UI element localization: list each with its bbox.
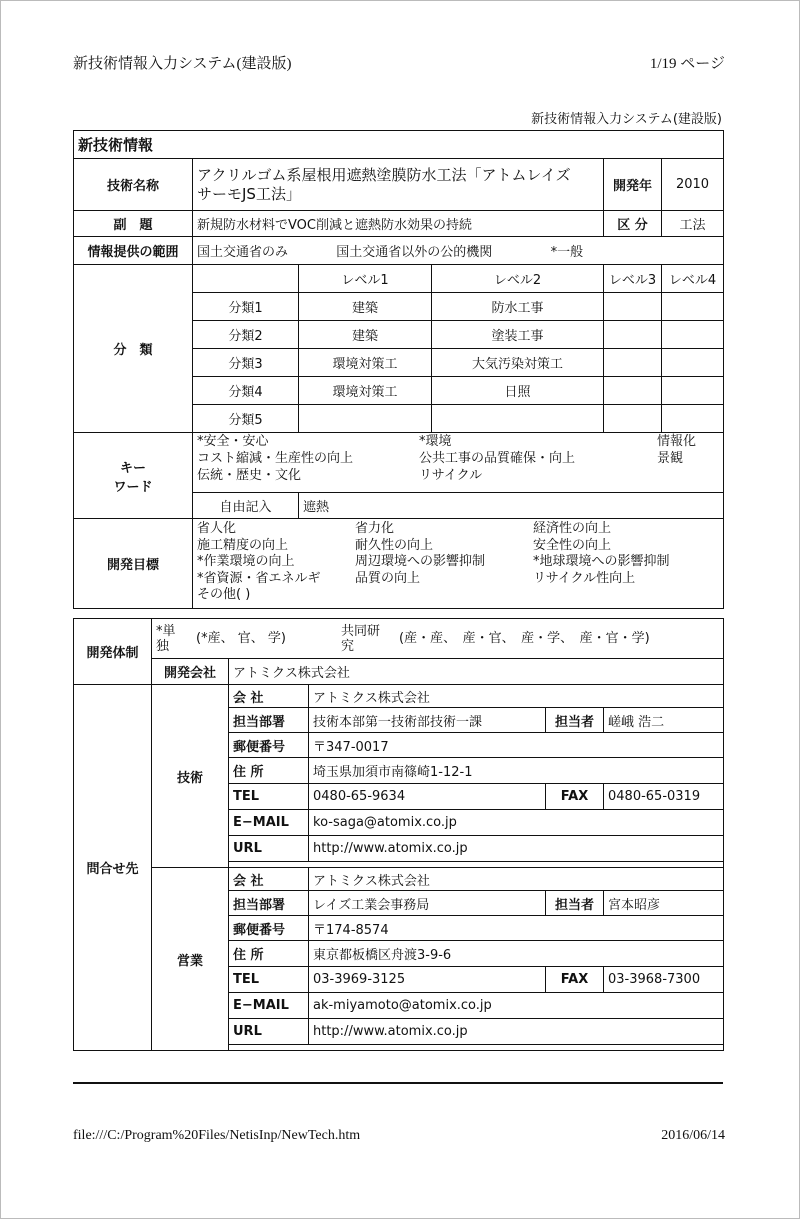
dev-company-label: 開発会社 <box>152 659 229 685</box>
goals-col2 <box>355 521 533 604</box>
sales-company-label: 会 社 <box>229 868 309 891</box>
tech-name-value <box>193 159 604 211</box>
dev-year-label: 開発年 <box>604 159 662 211</box>
keyword-item: コスト縮減・生産性の向上 <box>197 451 354 466</box>
classification-table <box>73 264 724 433</box>
keywords-col1 <box>197 433 419 484</box>
keywords-label-line1: キー <box>119 460 146 476</box>
free-entry-label: 自由記入 <box>193 493 299 519</box>
goal-item: 品質の向上 <box>355 570 421 586</box>
goal-item: 省人化 <box>197 521 237 536</box>
scope-option-mlit: 国土交通省のみ <box>197 245 289 260</box>
tech-contact-label: 技術 <box>152 685 229 868</box>
bottom-rule <box>73 1082 723 1084</box>
footer-date: 2016/06/14 <box>661 1128 725 1143</box>
classification-level1: 環境対策工 <box>299 377 432 405</box>
tech-fax-label: FAX <box>546 784 604 810</box>
page-number: 1/19 ページ <box>649 56 725 72</box>
tech-tel-label: TEL <box>229 784 309 810</box>
classification-level2: 大気汚染対策工 <box>432 349 604 377</box>
classification-level4 <box>662 321 724 349</box>
sales-fax-value: 03-3968-7300 <box>604 967 724 993</box>
tech-email-value[interactable]: ko-saga@atomix.co.jp <box>309 810 724 836</box>
tech-name-label: 技術名称 <box>74 159 193 211</box>
tech-zip-label: 郵便番号 <box>229 733 309 758</box>
tech-url-label: URL <box>229 836 309 862</box>
basic-info-table <box>73 130 724 265</box>
keywords-label-line2: ワード <box>113 479 153 495</box>
structure-single <box>156 624 196 654</box>
classification-level4 <box>662 349 724 377</box>
level1-header: レベル1 <box>299 265 432 293</box>
goal-item: 省力化 <box>355 521 395 536</box>
scope-label: 情報提供の範囲 <box>74 237 193 265</box>
footer-file-path: file:///C:/Program%20Files/NetisInp/NewTech.htm <box>73 1128 361 1143</box>
tech-fax-value: 0480-65-0319 <box>604 784 724 810</box>
tech-person-value: 嵯峨 浩二 <box>604 708 724 733</box>
classification-level4 <box>662 377 724 405</box>
tech-name-line1: アクリルゴム系屋根用遮熱塗膜防水工法「アトムレイズ <box>197 165 571 184</box>
sales-company-value: アトミクス株式会社 <box>309 868 724 891</box>
goal-item: *省資源・省エネルギ <box>197 570 321 586</box>
sales-spacer <box>229 1045 724 1051</box>
goals-table <box>73 518 724 609</box>
sales-person-value: 宮本昭彦 <box>604 891 724 916</box>
keywords-col2 <box>419 433 657 484</box>
keyword-item: *安全・安心 <box>197 434 269 449</box>
classification-level1: 環境対策工 <box>299 349 432 377</box>
sales-email-value[interactable]: ak-miyamoto@atomix.co.jp <box>309 993 724 1019</box>
goals-col1 <box>197 521 355 604</box>
goal-item: 安全性の向上 <box>533 537 612 553</box>
scope-option-public: 国土交通省以外の公的機関 <box>336 245 493 260</box>
classification-label: 分 類 <box>74 265 193 433</box>
tech-company-value: アトミクス株式会社 <box>309 685 724 708</box>
classification-level2 <box>432 405 604 433</box>
classification-level2: 塗装工事 <box>432 321 604 349</box>
sales-dept-value: レイズ工業会事務局 <box>309 891 546 916</box>
classification-level3 <box>604 405 662 433</box>
classification-level4 <box>662 405 724 433</box>
classification-level1 <box>299 405 432 433</box>
sales-dept-label: 担当部署 <box>229 891 309 916</box>
sales-zip-label: 郵便番号 <box>229 916 309 941</box>
goal-item: 施工精度の向上 <box>197 537 289 553</box>
structure-single-options: (*産、 官、 学) <box>196 631 286 646</box>
sales-fax-label: FAX <box>546 967 604 993</box>
tech-name-line2: サーモJS工法」 <box>197 184 301 203</box>
goals-options <box>193 519 724 609</box>
structure-joint <box>341 624 399 654</box>
classification-level3 <box>604 349 662 377</box>
classification-level1: 建築 <box>299 321 432 349</box>
goal-item: 耐久性の向上 <box>355 537 434 553</box>
level3-header: レベル3 <box>604 265 662 293</box>
classification-level3 <box>604 377 662 405</box>
sales-tel-label: TEL <box>229 967 309 993</box>
keyword-item: リサイクル <box>419 468 483 483</box>
goal-item: 経済性の向上 <box>533 521 612 536</box>
classification-header-blank <box>193 265 299 293</box>
goals-col3 <box>533 521 670 604</box>
tech-person-label: 担当者 <box>546 708 604 733</box>
classification-level3 <box>604 321 662 349</box>
contacts-label: 問合せ先 <box>74 685 152 1051</box>
structure-table <box>73 618 724 685</box>
keyword-item: 公共工事の品質確保・向上 <box>419 451 576 466</box>
sales-url-value[interactable]: http://www.atomix.co.jp <box>309 1019 724 1045</box>
keywords-label <box>74 433 193 519</box>
sales-contact-label: 営業 <box>152 868 229 1051</box>
dev-year-value: 2010 <box>662 159 724 211</box>
sales-address-value: 東京都板橋区舟渡3-9-6 <box>309 941 724 967</box>
tech-company-label: 会 社 <box>229 685 309 708</box>
tech-info-form <box>73 130 723 1065</box>
sales-email-label: E−MAIL <box>229 993 309 1019</box>
classification-level2: 防水工事 <box>432 293 604 321</box>
goal-item: *地球環境への影響抑制 <box>533 554 670 569</box>
classification-row-name: 分類5 <box>193 405 299 433</box>
keyword-item: 伝統・歴史・文化 <box>197 468 302 483</box>
classification-row-name: 分類3 <box>193 349 299 377</box>
kubun-value: 工法 <box>662 211 724 237</box>
subtitle-label: 副 題 <box>74 211 193 237</box>
sales-url-label: URL <box>229 1019 309 1045</box>
structure-joint-options: (産・産、 産・官、 産・学、 産・官・学) <box>399 631 650 646</box>
level2-header: レベル2 <box>432 265 604 293</box>
keywords-table <box>73 432 724 519</box>
tech-tel-value: 0480-65-9634 <box>309 784 546 810</box>
tech-url-value[interactable]: http://www.atomix.co.jp <box>309 836 724 862</box>
classification-row-name: 分類2 <box>193 321 299 349</box>
tech-zip-value: 〒347-0017 <box>309 733 724 758</box>
structure-options <box>152 619 724 659</box>
level4-header: レベル4 <box>662 265 724 293</box>
structure-joint-line1: 共同研 <box>341 623 381 639</box>
keywords-col3 <box>657 433 696 484</box>
keyword-item: 景観 <box>657 451 684 466</box>
system-name: 新技術情報入力システム(建設版) <box>531 112 722 127</box>
goals-label: 開発目標 <box>74 519 193 609</box>
classification-level1: 建築 <box>299 293 432 321</box>
tech-address-label: 住 所 <box>229 758 309 784</box>
free-entry-value: 遮熱 <box>299 493 724 519</box>
scope-option-general: *一般 <box>550 245 584 260</box>
dev-company-value: アトミクス株式会社 <box>229 659 724 685</box>
goal-item: その他( ) <box>197 587 251 602</box>
sales-zip-value: 〒174-8574 <box>309 916 724 941</box>
subtitle-value: 新規防水材料でVOC削減と遮熱防水効果の持続 <box>193 211 604 237</box>
sales-address-label: 住 所 <box>229 941 309 967</box>
scope-options <box>193 237 724 265</box>
sales-person-label: 担当者 <box>546 891 604 916</box>
classification-row-name: 分類4 <box>193 377 299 405</box>
contacts-table <box>73 684 724 1051</box>
keyword-item: *環境 <box>419 434 452 449</box>
tech-dept-value: 技術本部第一技術部技術一課 <box>309 708 546 733</box>
keywords-options <box>193 433 724 493</box>
classification-level2: 日照 <box>432 377 604 405</box>
structure-single-line1: *単 <box>156 623 176 639</box>
tech-address-value: 埼玉県加須市南篠崎1-12-1 <box>309 758 724 784</box>
sales-tel-value: 03-3969-3125 <box>309 967 546 993</box>
classification-level3 <box>604 293 662 321</box>
tech-dept-label: 担当部署 <box>229 708 309 733</box>
structure-joint-line2: 究 <box>341 638 355 654</box>
goal-item: 周辺環境への影響抑制 <box>355 554 486 569</box>
page-header-title: 新技術情報入力システム(建設版) <box>73 56 292 72</box>
goal-item: *作業環境の向上 <box>197 554 295 569</box>
goal-item: リサイクル性向上 <box>533 570 636 586</box>
kubun-label: 区 分 <box>604 211 662 237</box>
section-title: 新技術情報 <box>74 131 724 159</box>
keyword-item: 情報化 <box>657 434 697 449</box>
classification-row-name: 分類1 <box>193 293 299 321</box>
structure-label: 開発体制 <box>74 619 152 685</box>
tech-email-label: E−MAIL <box>229 810 309 836</box>
structure-single-line2: 独 <box>156 638 170 654</box>
classification-level4 <box>662 293 724 321</box>
